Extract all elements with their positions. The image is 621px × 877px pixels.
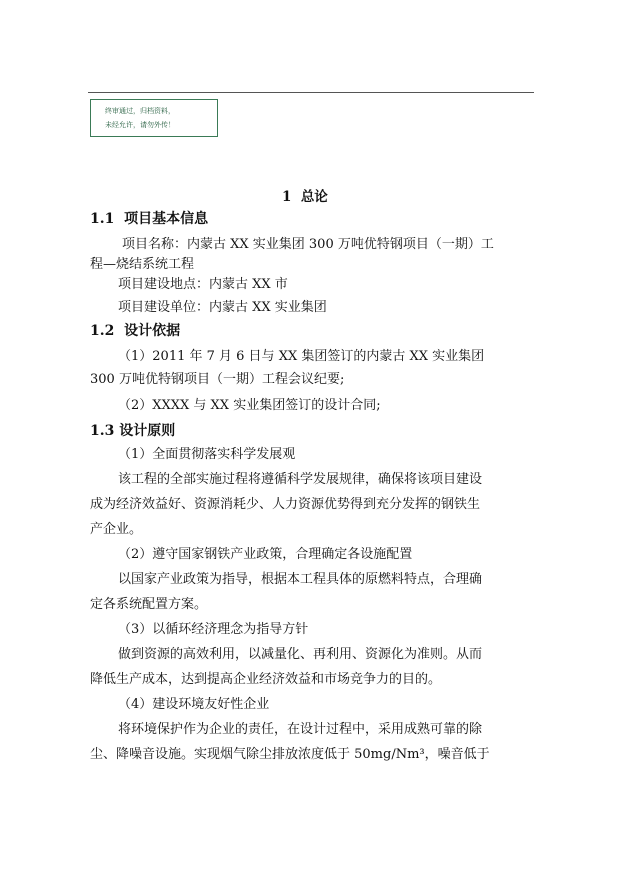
paragraph-line: 300 万吨优特钢项目（一期）工程会议纪要; — [90, 372, 345, 387]
paragraph-line: （2）遵守国家钢铁产业政策，合理确定各设施配置 — [118, 547, 413, 562]
paragraph-line: （4）建设环境友好性企业 — [118, 697, 270, 712]
paragraph-line: （3）以循环经济理念为指导方针 — [118, 622, 309, 637]
paragraph-line: 该工程的全部实施过程将遵循科学发展规律，确保将该项目建设 — [118, 472, 483, 487]
confidential-stamp — [90, 99, 218, 137]
section-heading-1-2 — [90, 323, 180, 340]
paragraph-line: 项目建设地点：内蒙古 XX 市 — [118, 277, 288, 292]
stamp-line-2: 未经允许，请勿外传！ — [105, 121, 175, 129]
paragraph-line: 将环境保护作为企业的责任，在设计过程中，采用成熟可靠的除 — [118, 722, 483, 737]
paragraph-line: 成为经济效益好、资源消耗少、人力资源优势得到充分发挥的钢铁生 — [90, 497, 481, 512]
paragraph-line: （1）2011 年 7 月 6 日与 XX 集团签订的内蒙古 XX 实业集团 — [118, 349, 485, 364]
section-title: 项目基本信息 — [124, 211, 209, 227]
paragraph-line: 降低生产成本，达到提高企业经济效益和市场竞争力的目的。 — [90, 672, 442, 687]
paragraph-line: 项目名称：内蒙古 XX 实业集团 300 万吨优特钢项目（一期）工 — [122, 237, 494, 252]
section-number: 1.2 — [90, 323, 115, 339]
stamp-line-1: 终审通过，归档资料， — [105, 107, 175, 115]
paragraph-line: （1）全面贯彻落实科学发展观 — [118, 447, 296, 462]
header-rule — [88, 92, 534, 93]
paragraph-line: （2）XXXX 与 XX 实业集团签订的设计合同; — [118, 398, 381, 413]
paragraph-line: 做到资源的高效利用，以减量化、再利用、资源化为准则。从而 — [118, 647, 483, 662]
paragraph-line: 程—烧结系统工程 — [90, 257, 195, 272]
chapter-number: 1 — [282, 189, 292, 205]
section-heading-1-1 — [90, 211, 208, 228]
section-number: 1.3 — [90, 423, 115, 439]
paragraph-line: 产企业。 — [90, 522, 143, 537]
chapter-title: 总论 — [300, 189, 328, 205]
section-number: 1.1 — [90, 211, 115, 227]
paragraph-line: 定各系统配置方案。 — [90, 597, 208, 612]
section-heading-1-3 — [90, 423, 175, 440]
section-title: 设计原则 — [119, 423, 176, 439]
paragraph-line: 项目建设单位：内蒙古 XX 实业集团 — [118, 300, 327, 315]
chapter-heading — [282, 189, 328, 206]
section-title: 设计依据 — [124, 323, 181, 339]
paragraph-line: 以国家产业政策为指导，根据本工程具体的原燃料特点，合理确 — [118, 572, 483, 587]
paragraph-line: 尘、降噪音设施。实现烟气除尘排放浓度低于 50mg/Nm³，噪音低于 — [90, 747, 490, 762]
